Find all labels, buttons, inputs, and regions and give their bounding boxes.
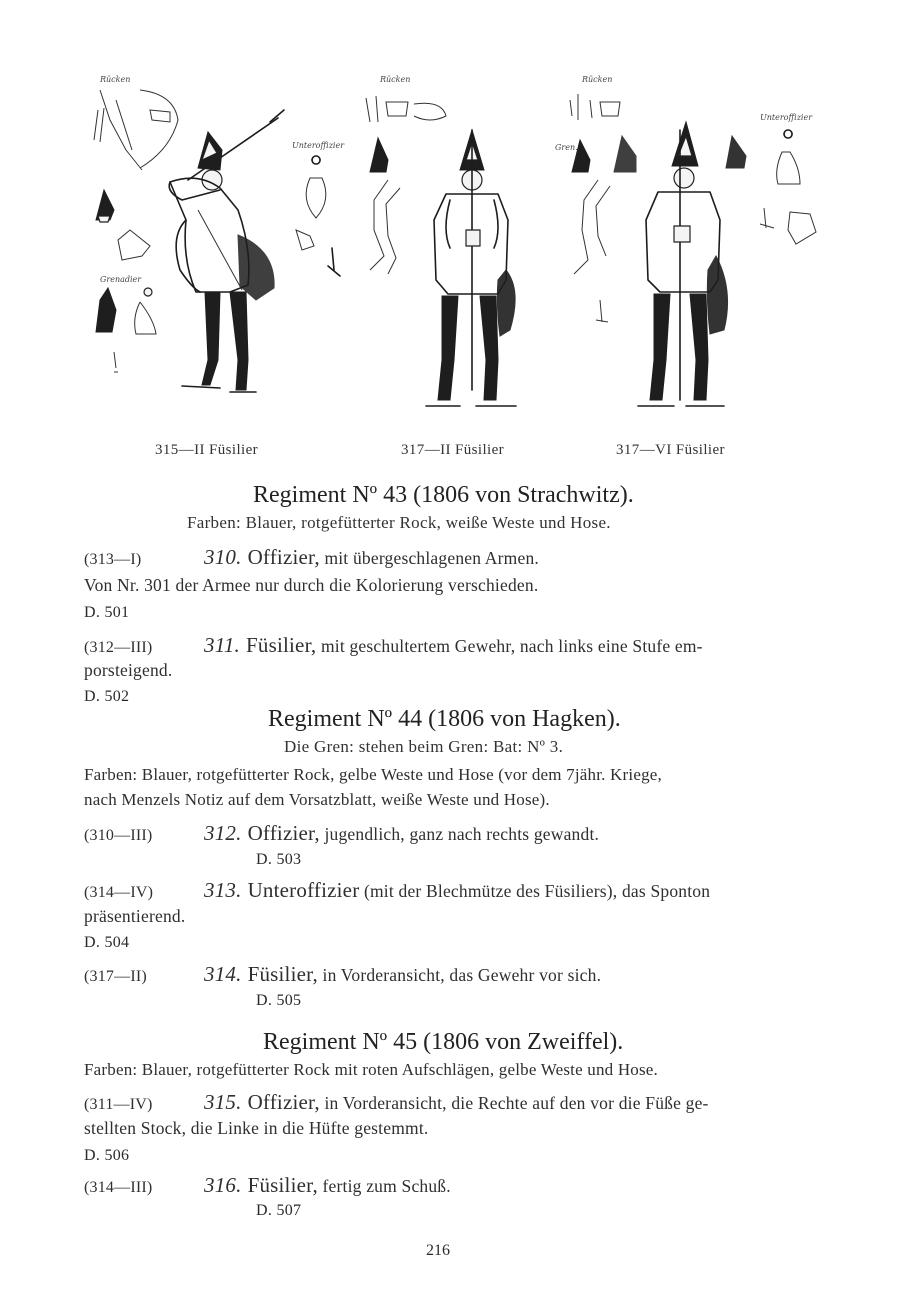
entry-315 [84, 1090, 709, 1115]
entry-number: 314. [204, 962, 242, 986]
illustration-plate [70, 60, 830, 430]
entry-title: Unteroffizier [247, 878, 360, 902]
entry-number: 315. [204, 1090, 242, 1114]
fusilier-front-figure-2 [638, 122, 728, 406]
entry-ref: (317—II) [84, 968, 147, 985]
regiment-45-heading: Regiment Nº 45 (1806 von Zweiffel). [263, 1029, 624, 1055]
entry-text: (mit der Blechmütze des Füsiliers), das Sponton [363, 881, 711, 901]
entry-number: 312. [204, 821, 242, 845]
entry-title: Füsilier, [246, 633, 317, 657]
entry-ref: (310—III) [84, 827, 153, 844]
svg-text:Grenadier: Grenadier [100, 275, 142, 284]
regiment-44-colors-2: nach Menzels Notiz auf dem Vorsatzblatt, weiße Weste und Hose). [84, 790, 550, 809]
entry-ref: (311—IV) [84, 1096, 153, 1113]
regiment-44-colors-1: Farben: Blauer, rotgefütterter Rock, gelbe Weste und Hose (vor dem 7jähr. Kriege, [84, 765, 662, 784]
fusilier-front-figure [426, 130, 516, 406]
entry-314 [84, 962, 601, 987]
entry-title: Offizier, [247, 545, 320, 569]
sketch-details-middle [292, 75, 446, 276]
entry-title: Offizier, [247, 1090, 320, 1114]
entry-316 [84, 1173, 451, 1198]
entry-313-line2: präsentierend. [84, 906, 186, 926]
regiment-45-colors: Farben: Blauer, rotgefütterter Rock mit roten Aufschlägen, gelbe Weste und Hose. [84, 1060, 659, 1079]
fusilier-firing-figure [169, 110, 284, 392]
entry-number: 313. [204, 878, 242, 902]
entry-313 [84, 878, 710, 903]
entry-311-d: D. 502 [84, 688, 130, 705]
entry-ref: (312—III) [84, 639, 153, 656]
entry-311-line2: porsteigend. [84, 660, 173, 680]
entry-316-d: D. 507 [256, 1202, 302, 1219]
entry-text: fertig zum Schuß. [322, 1176, 451, 1196]
regiment-44-heading: Regiment Nº 44 (1806 von Hagken). [268, 706, 621, 732]
entry-315-d: D. 506 [84, 1147, 130, 1164]
sketch-details-left [94, 75, 178, 372]
entry-title: Füsilier, [247, 962, 318, 986]
svg-text:Rücken: Rücken [380, 75, 411, 84]
entry-310-line2: Von Nr. 301 der Armee nur durch die Kolorierung verschieden. [84, 575, 539, 595]
svg-text:Gren.: Gren. [555, 143, 578, 152]
figure-caption-3: 317—VI Füsilier [616, 442, 725, 458]
entry-text: mit geschultertem Gewehr, nach links eine Stufe em- [320, 636, 703, 656]
entry-312 [84, 821, 599, 846]
figure-caption-1: 315—II Füsilier [155, 442, 259, 458]
sketch-details-right [555, 75, 816, 322]
entry-number: 311. [204, 633, 240, 657]
entry-text: in Vorderansicht, das Gewehr vor sich. [322, 965, 602, 985]
entry-title: Füsilier, [247, 1173, 318, 1197]
svg-text:Rücken: Rücken [582, 75, 613, 84]
regiment-44-note: Die Gren: stehen beim Gren: Bat: Nº 3. [284, 737, 564, 756]
entry-ref: (313—I) [84, 551, 142, 568]
entry-315-line2: stellten Stock, die Linke in die Hüfte gestemmt. [84, 1118, 429, 1138]
regiment-43-heading: Regiment Nº 43 (1806 von Strachwitz). [253, 482, 634, 508]
page-number: 216 [426, 1242, 450, 1259]
figure-caption-2: 317—II Füsilier [401, 442, 505, 458]
entry-text: in Vorderansicht, die Rechte auf den vor die Füße ge- [324, 1093, 709, 1113]
entry-title: Offizier, [247, 821, 320, 845]
entry-312-d: D. 503 [256, 851, 302, 868]
regiment-43-colors: Farben: Blauer, rotgefütterter Rock, weiße Weste und Hose. [187, 513, 611, 532]
entry-ref: (314—IV) [84, 884, 154, 901]
entry-text: mit übergeschlagenen Armen. [324, 548, 539, 568]
entry-number: 316. [204, 1173, 242, 1197]
svg-text:Rücken: Rücken [100, 75, 131, 84]
svg-text:Unteroffizier: Unteroffizier [292, 141, 345, 150]
entry-313-d: D. 504 [84, 934, 130, 951]
entry-number: 310. [204, 545, 242, 569]
entry-text: jugendlich, ganz nach rechts gewandt. [324, 824, 600, 844]
entry-310-d: D. 501 [84, 604, 130, 621]
entry-311 [84, 633, 703, 658]
svg-text:Unteroffizier: Unteroffizier [760, 113, 813, 122]
entry-314-d: D. 505 [256, 992, 302, 1009]
entry-310 [84, 545, 539, 570]
entry-ref: (314—III) [84, 1179, 153, 1196]
